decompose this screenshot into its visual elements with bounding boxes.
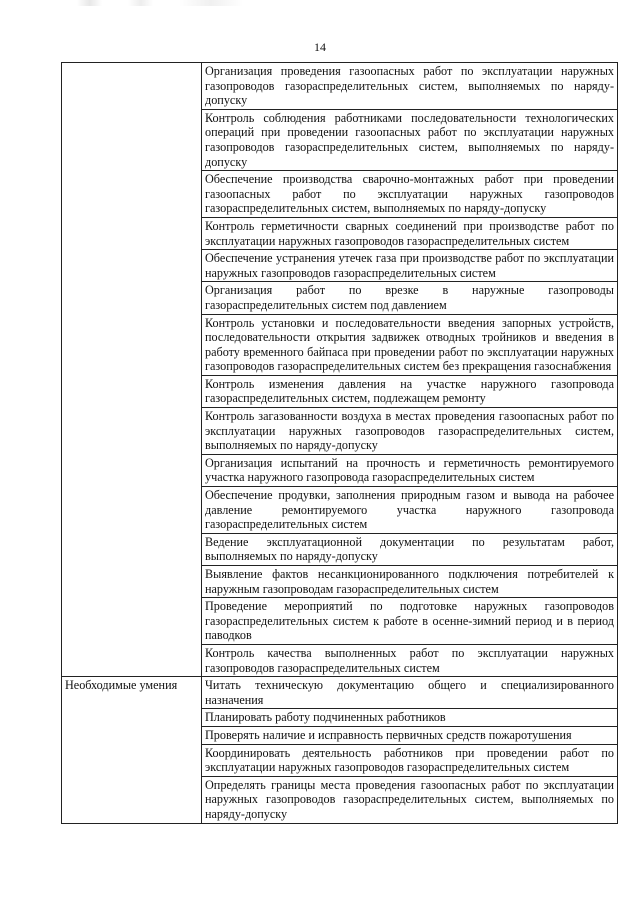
labor-action-item: Контроль качества выполненных работ по эксплуатации наружных газопроводов газораспределительных систем [202,644,618,676]
labor-action-item: Выявление фактов несанкционированного подключения потребителей к наружным газопроводам газораспределительных систем [202,566,618,598]
labor-action-item: Контроль установки и последовательности введения запорных устройств, последовательности открытия задвижек отводных тройников и введения в работу временного байпаса при проведении работ по эксплуатации наружных газопроводов газораспределительных систем без прекращения газоснабжения [202,314,618,375]
labor-action-item: Контроль изменения давления на участке наружного газопровода газораспределительных систем, подлежащем ремонту [202,375,618,407]
labor-action-item: Обеспечение производства сварочно-монтажных работ при проведении газоопасных работ по эксплуатации наружных газопроводов газораспределительных систем, выполняемых по наряду-допуску [202,171,618,218]
skill-item: Проверять наличие и исправность первичных средств пожаротушения [202,726,618,744]
skill-label-cell: Необходимые умения [62,677,202,823]
labor-action-item: Контроль герметичности сварных соединений при производстве работ по эксплуатации наружных газопроводов газораспределительных систем [202,217,618,249]
labor-action-item: Ведение эксплуатационной документации по результатам работ, выполняемых по наряду-допуску [202,533,618,565]
scan-artifact-strip [0,0,640,6]
competency-table [61,62,618,824]
labor-action-item: Контроль загазованности воздуха в местах проведения газоопасных работ по эксплуатации наружных газопроводов газораспределительных систем, выполняемых по наряду-допуску [202,408,618,455]
skill-item: Читать техническую документацию общего и специализированного назначения [202,677,618,709]
labor-action-label-cell [62,63,202,677]
page-number: 14 [314,40,326,54]
labor-action-item: Организация испытаний на прочность и герметичность ремонтируемого участка наружного газопровода газораспределительных систем [202,454,618,486]
labor-action-item: Организация работ по врезке в наружные газопроводы газораспределительных систем под давлением [202,282,618,314]
skill-row [62,677,618,709]
skill-item: Определять границы места проведения газоопасных работ по эксплуатации наружных газопроводов газораспределительных систем, выполняемых по наряду-допуску [202,776,618,823]
labor-action-item: Обеспечение устранения утечек газа при производстве работ по эксплуатации наружных газопроводов газораспределительных систем [202,250,618,282]
labor-action-item: Организация проведения газоопасных работ по эксплуатации наружных газопроводов газораспределительных систем, выполняемых по наряду-допуску [202,63,618,110]
skill-item: Координировать деятельность работников при проведении работ по эксплуатации наружных газопроводов газораспределительных систем [202,744,618,776]
labor-action-item: Контроль соблюдения работниками последовательности технологических операций при проведении газоопасных работ по эксплуатации наружных газопроводов газораспределительных систем, выполняемых по наряду-допуску [202,109,618,170]
labor-action-item: Обеспечение продувки, заполнения природным газом и вывода на рабочее давление ремонтируемого участка наружного газопровода газораспределительных систем [202,487,618,534]
labor-action-row [62,63,618,110]
skill-item: Планировать работу подчиненных работников [202,709,618,727]
labor-action-item: Проведение мероприятий по подготовке наружных газопроводов газораспределительных систем к работе в осенне-зимний период и в период паводков [202,598,618,645]
